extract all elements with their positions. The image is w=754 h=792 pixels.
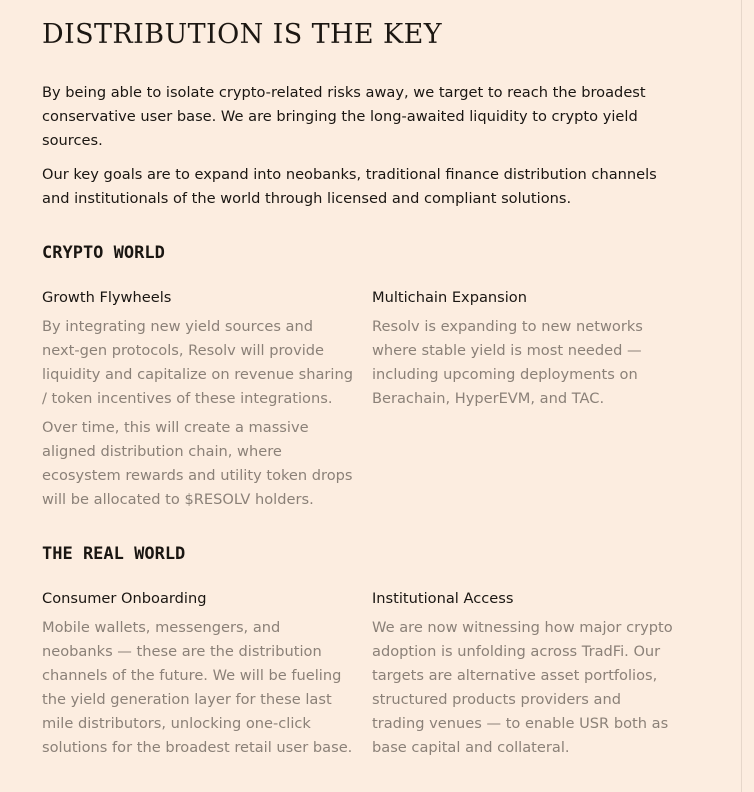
card-paragraph: By integrating new yield sources and next-gen protocols, Resolv will provide liquidity and capitalize on revenue sharing / token incentives of these integrations. (42, 318, 353, 407)
card-title: Consumer Onboarding (42, 590, 207, 607)
card-multichain-expansion (372, 286, 677, 416)
page-title: DISTRIBUTION IS THE KEY (42, 19, 442, 50)
card-paragraph: Resolv is expanding to new networks where stable yield is most needed — including upcoming deployments on Berachain, HyperEVM, and TAC. (372, 318, 643, 407)
section-heading-real-world: THE REAL WORLD (42, 544, 186, 564)
intro-paragraph: Our key goals are to expand into neobanks, traditional finance distribution channels and institutionals of the world through licensed and compliant solutions. (42, 166, 657, 207)
card-institutional-access (372, 587, 677, 765)
card-title: Growth Flywheels (42, 289, 172, 306)
card-paragraph: Mobile wallets, messengers, and neobanks — these are the distribution channels of the future. We will be fueling the yield generation layer for these last mile distributors, unlocking one-click solutions for the broadest retail user base. (42, 619, 353, 756)
card-consumer-onboarding (42, 587, 354, 765)
card-paragraph: Over time, this will create a massive aligned distribution chain, where ecosystem rewards and utility token drops will be allocated to $RESOLV holders. (42, 419, 353, 508)
card-growth-flywheels (42, 286, 354, 517)
card-title: Multichain Expansion (372, 289, 527, 306)
intro-paragraph: By being able to isolate crypto-related risks away, we target to reach the broadest conservative user base. We are bringing the long-awaited liquidity to crypto yield sources. (42, 84, 646, 149)
section-heading-crypto-world: CRYPTO WORLD (42, 243, 165, 263)
card-paragraph: We are now witnessing how major crypto adoption is unfolding across TradFi. Our targets are alternative asset portfolios, structured products providers and trading venues — to enable USR both as base capital and collateral. (372, 619, 673, 756)
scrollbar-track[interactable] (741, 0, 742, 792)
card-title: Institutional Access (372, 590, 514, 607)
